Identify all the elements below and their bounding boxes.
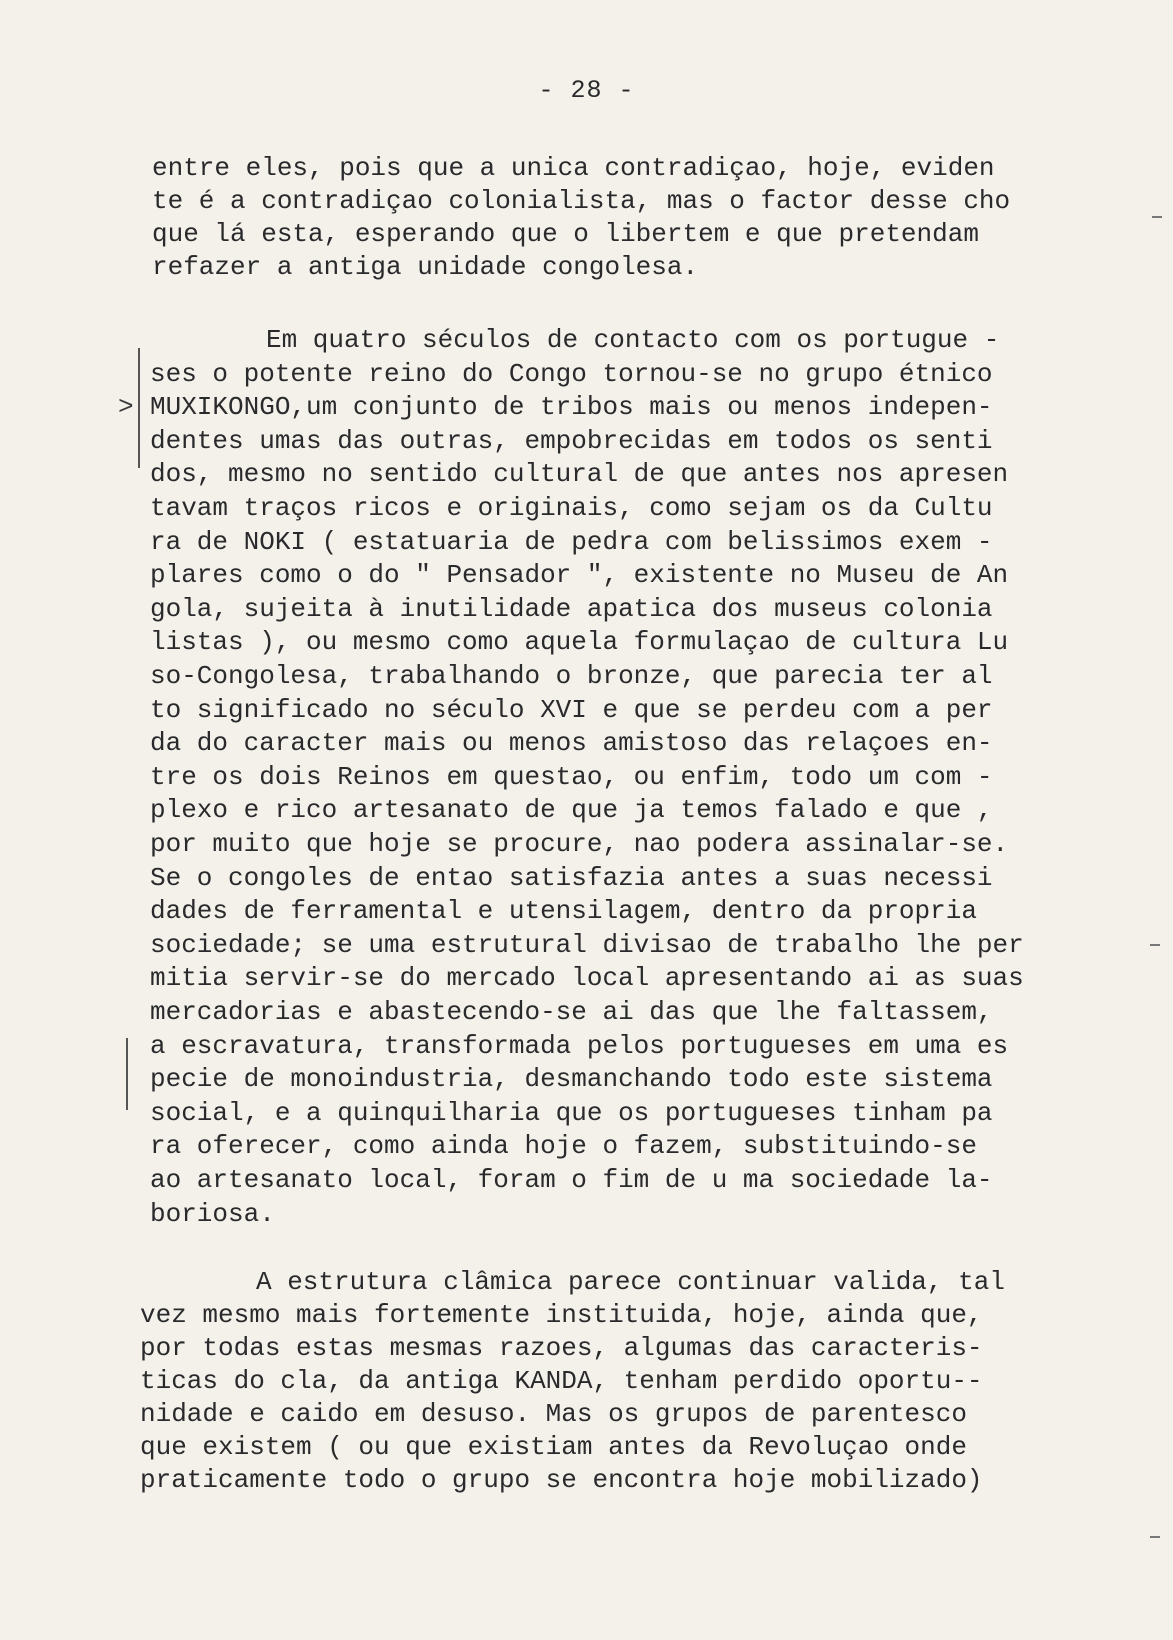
text-line: por todas estas mesmas razoes, algumas das caracteris- xyxy=(140,1333,983,1363)
text-line: ao artesanato local, foram o fim de u ma sociedade la- xyxy=(150,1165,993,1195)
margin-bracket-bottom xyxy=(126,1038,128,1110)
text-line: boriosa. xyxy=(150,1198,275,1229)
text-line: dentes umas das outras, empobrecidas em todos os senti xyxy=(150,425,993,456)
text-line: refazer a antiga unidade congolesa. xyxy=(152,252,699,282)
margin-bracket-top xyxy=(138,348,140,468)
text-line: gola, sujeita à inutilidade apatica dos museus colonia xyxy=(150,593,993,624)
page-number: - 28 - xyxy=(538,76,635,105)
text-line: vez mesmo mais fortemente instituida, hoje, ainda que, xyxy=(140,1300,983,1330)
text-line: A estrutura clâmica parece continuar valida, tal xyxy=(256,1267,1005,1297)
text-line: pecie de monoindustria, desmanchando todo este sistema xyxy=(150,1064,993,1095)
text-line: social, e a quinquilharia que os portugueses tinham pa xyxy=(150,1097,993,1128)
text-line: Se o congoles de entao satisfazia antes a suas necessi xyxy=(150,862,993,893)
text-line: to significado no século XVI e que se perdeu com a per xyxy=(150,694,993,725)
margin-arrow-mark: > xyxy=(118,392,134,422)
margin-speck xyxy=(1150,1536,1160,1538)
text-line: MUXIKONGO,um conjunto de tribos mais ou menos indepen- xyxy=(150,392,993,423)
text-line: sociedade; se uma estrutural divisao de trabalho lhe per xyxy=(150,929,1024,960)
margin-speck xyxy=(1152,216,1162,218)
text-line: dades de ferramental e utensilagem, dentro da propria xyxy=(150,896,977,927)
text-line: so-Congolesa, trabalhando o bronze, que parecia ter al xyxy=(150,661,993,691)
margin-speck xyxy=(1150,944,1160,946)
text-line: ses o potente reino do Congo tornou-se no grupo étnico xyxy=(150,358,993,389)
text-line: tre os dois Reinos em questao, ou enfim, todo um com - xyxy=(150,761,993,792)
text-line: ra de NOKI ( estatuaria de pedra com belissimos exem - xyxy=(150,526,993,557)
text-line: tavam traços ricos e originais, como sejam os da Cultu xyxy=(150,493,993,523)
text-line: da do caracter mais ou menos amistoso das relaçoes en- xyxy=(150,728,993,759)
text-line: Em quatro séculos de contacto com os portugue - xyxy=(266,325,1000,355)
text-line: a escravatura, transformada pelos portugueses em uma es xyxy=(150,1030,1009,1061)
text-line: que lá esta, esperando que o libertem e que pretendam xyxy=(152,219,979,249)
text-line: ra oferecer, como ainda hoje o fazem, substituindo-se xyxy=(150,1131,977,1162)
text-line: praticamente todo o grupo se encontra hoje mobilizado) xyxy=(140,1465,983,1495)
text-line: plares como o do " Pensador ", existente no Museu de An xyxy=(150,560,1009,591)
text-line: ticas do cla, da antiga KANDA, tenham perdido oportu-- xyxy=(140,1366,983,1396)
text-line: dos, mesmo no sentido cultural de que antes nos apresen xyxy=(150,459,1009,490)
text-line: listas ), ou mesmo como aquela formulaçao de cultura Lu xyxy=(150,627,1009,658)
text-line: mercadorias e abastecendo-se ai das que lhe faltassem, xyxy=(150,997,993,1027)
text-line: plexo e rico artesanato de que ja temos falado e que , xyxy=(150,795,993,826)
text-line: nidade e caido em desuso. Mas os grupos de parentesco xyxy=(140,1399,967,1429)
text-line: que existem ( ou que existiam antes da Revoluçao onde xyxy=(140,1432,967,1462)
text-line: entre eles, pois que a unica contradiçao, hoje, eviden xyxy=(152,153,995,183)
text-line: te é a contradiçao colonialista, mas o factor desse cho xyxy=(152,186,1011,216)
text-line: por muito que hoje se procure, nao podera assinalar-se. xyxy=(150,829,1009,859)
text-line: mitia servir-se do mercado local apresentando ai as suas xyxy=(150,963,1024,994)
